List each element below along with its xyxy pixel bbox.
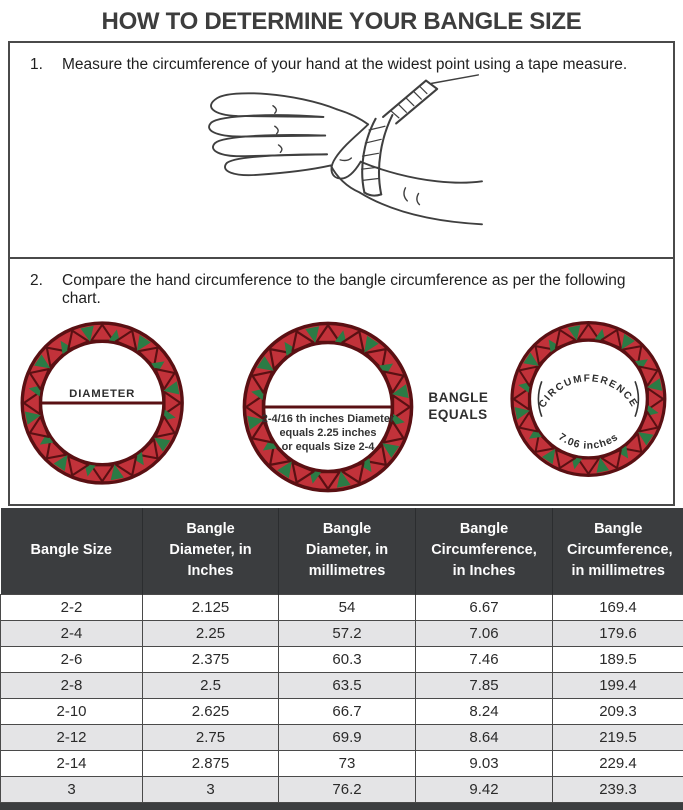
header-circumference-inches: Bangle Circumference, in Inches — [416, 508, 553, 594]
bangle-equals-line1: BANGLE — [428, 390, 502, 407]
table-cell: 54 — [279, 594, 416, 620]
page-title: HOW TO DETERMINE YOUR BANGLE SIZE — [0, 0, 683, 41]
table-cell: 3 — [143, 776, 279, 802]
table-row — [1, 594, 683, 620]
bangle-size-table — [0, 508, 683, 803]
bangle-circumference-diagram — [508, 314, 669, 484]
table-cell: 7.85 — [416, 672, 553, 698]
bangle-pattern — [512, 323, 665, 476]
bangle-diameter-diagram — [18, 314, 186, 492]
step2-panel — [8, 257, 675, 506]
table-cell: 179.6 — [553, 620, 683, 646]
table-cell: 3 — [1, 776, 143, 802]
size-example-line1: 2-4/16 th inches Diameter — [262, 413, 395, 425]
table-cell: 66.7 — [279, 698, 416, 724]
bangle-equals-label — [428, 390, 502, 424]
table-cell: 2-10 — [1, 698, 143, 724]
table-cell: 76.2 — [279, 776, 416, 802]
table-cell: 2-12 — [1, 724, 143, 750]
diameter-label: DIAMETER — [69, 388, 135, 400]
table-bottom-strip — [0, 803, 683, 810]
table-cell: 57.2 — [279, 620, 416, 646]
step1-text: Measure the circumference of your hand at the widest point using a tape measure. — [62, 56, 627, 74]
size-example-line2: equals 2.25 inches — [280, 427, 377, 439]
table-row — [1, 750, 683, 776]
table-cell: 2-4 — [1, 620, 143, 646]
circumference-value: 7.06 inches — [556, 432, 620, 452]
table-row — [1, 620, 683, 646]
table-cell: 60.3 — [279, 646, 416, 672]
header-diameter-mm: Bangle Diameter, in millimetres — [279, 508, 416, 594]
step2-text: Compare the hand circumference to the bangle circumference as per the following chart. — [62, 272, 661, 308]
table-cell: 229.4 — [553, 750, 683, 776]
bangle-equals-line2: EQUALS — [428, 407, 502, 424]
step1-number: 1. — [30, 56, 62, 74]
circumference-label: CIRCUMFERENCE — [537, 373, 640, 410]
table-cell: 189.5 — [553, 646, 683, 672]
table-cell: 9.03 — [416, 750, 553, 776]
step1-instruction — [10, 43, 673, 74]
table-cell: 9.42 — [416, 776, 553, 802]
table-cell: 209.3 — [553, 698, 683, 724]
table-cell: 2-6 — [1, 646, 143, 672]
table-row — [1, 672, 683, 698]
step1-panel — [8, 41, 675, 259]
table-cell: 2.125 — [143, 594, 279, 620]
table-cell: 2.5 — [143, 672, 279, 698]
header-diameter-inches: Bangle Diameter, in Inches — [143, 508, 279, 594]
step2-number: 2. — [30, 272, 62, 308]
table-cell: 7.06 — [416, 620, 553, 646]
table-cell: 8.24 — [416, 698, 553, 724]
table-cell: 2-14 — [1, 750, 143, 776]
table-cell: 69.9 — [279, 724, 416, 750]
table-cell: 199.4 — [553, 672, 683, 698]
table-cell: 2-2 — [1, 594, 143, 620]
table-row — [1, 698, 683, 724]
bangle-diagrams — [10, 308, 673, 500]
table-cell: 2.375 — [143, 646, 279, 672]
table-cell: 2.875 — [143, 750, 279, 776]
table-cell: 2-8 — [1, 672, 143, 698]
hand-illustration — [10, 74, 673, 247]
size-example-line3: or equals Size 2-4 — [282, 441, 376, 453]
table-cell: 8.64 — [416, 724, 553, 750]
size-table-body — [1, 594, 683, 802]
size-table-header — [1, 508, 683, 594]
header-circumference-mm: Bangle Circumference, in millimetres — [553, 508, 683, 594]
header-bangle-size: Bangle Size — [1, 508, 143, 594]
table-cell: 169.4 — [553, 594, 683, 620]
table-cell: 219.5 — [553, 724, 683, 750]
table-cell: 2.625 — [143, 698, 279, 724]
hand-tape-measure-icon — [183, 74, 501, 242]
table-row — [1, 724, 683, 750]
bangle-size-example-diagram — [240, 314, 416, 500]
table-cell: 2.25 — [143, 620, 279, 646]
step2-instruction — [10, 259, 673, 308]
table-cell: 7.46 — [416, 646, 553, 672]
table-cell: 6.67 — [416, 594, 553, 620]
table-row — [1, 776, 683, 802]
table-row — [1, 646, 683, 672]
table-cell: 239.3 — [553, 776, 683, 802]
table-cell: 2.75 — [143, 724, 279, 750]
table-cell: 63.5 — [279, 672, 416, 698]
table-cell: 73 — [279, 750, 416, 776]
